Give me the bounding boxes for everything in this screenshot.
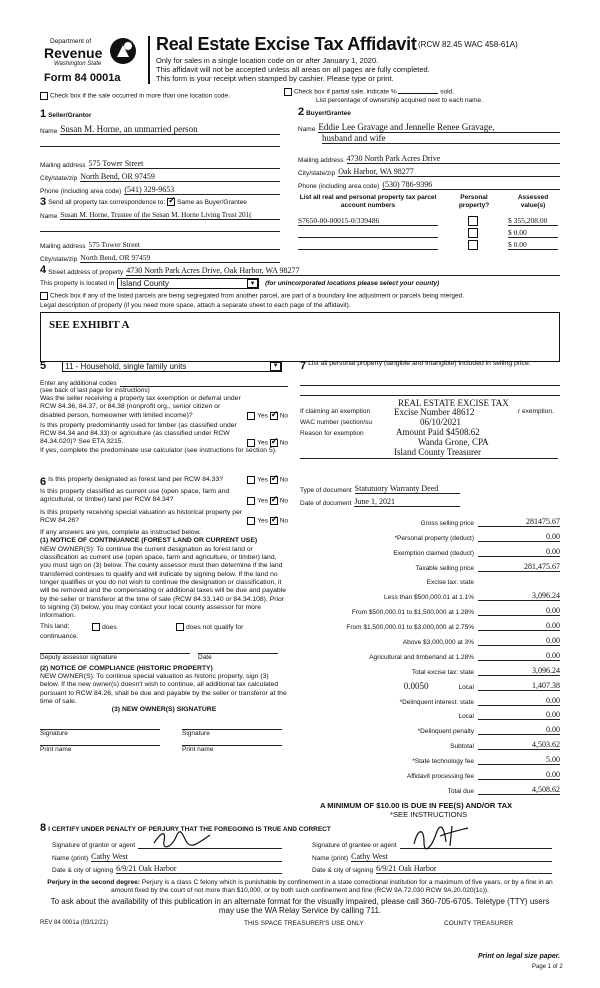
county-select[interactable]: Island County ▼ <box>117 278 259 289</box>
header-divider <box>148 36 150 84</box>
stamp-line-6: Island County Treasurer <box>394 447 481 457</box>
mail-label: Mailing address <box>40 162 86 169</box>
checkbox-icon[interactable] <box>468 240 478 250</box>
section-number: 3 <box>40 196 47 208</box>
calc-value[interactable]: 5.00 <box>478 755 560 765</box>
calc-label: *Delinquent interest: state <box>399 698 474 706</box>
checkbox-icon[interactable] <box>468 216 478 226</box>
calc-value[interactable]: 1,407.38 <box>478 681 560 691</box>
section-1-seller <box>40 108 280 195</box>
historic-question: Is this property receiving special valuation as historical property per RCW 84.26? <box>40 508 243 524</box>
legal-desc-value: SEE EXHIBIT A <box>49 319 130 331</box>
calc-value[interactable]: 3,096.24 <box>478 666 560 676</box>
parcel-number-field[interactable] <box>298 228 438 238</box>
calc-label: Total due <box>447 787 474 795</box>
calc-label: From $1,500,000.01 to $3,000,000 at 2.75% <box>346 624 474 632</box>
calc-value[interactable]: 0.00 <box>478 532 560 542</box>
stamp-line-2: Excise Number 48612 <box>394 407 475 417</box>
parcel-number-field[interactable] <box>298 240 438 250</box>
col-personal-header: Personal property? <box>458 194 490 209</box>
calc-value[interactable]: 0.00 <box>478 725 560 735</box>
this-land-label: This land: <box>40 623 70 631</box>
calc-label: Exemption claimed (deduct) <box>393 549 474 557</box>
calc-label: *State technology fee <box>412 758 474 766</box>
phone-label: Phone (including area code) <box>298 183 380 190</box>
calc-row <box>300 572 560 587</box>
doc-date-field[interactable]: June 1, 2021 <box>354 497 460 507</box>
assessed-value-field[interactable]: $ 0.00 <box>508 240 558 250</box>
parcel-number-field[interactable]: S7650-00-00015-0/339486 <box>298 216 438 226</box>
grantor-date-row[interactable]: Date & city of signing 6/9/21 Oak Harbor <box>52 864 282 874</box>
county-treasurer: COUNTY TREASURER <box>444 920 514 927</box>
add-codes-label: Enter any additional codes <box>40 380 117 387</box>
doc-type-field[interactable]: Statutuory Warranty Deed <box>355 484 460 494</box>
legal-desc-box[interactable] <box>40 312 560 362</box>
notice-1-title: (1) NOTICE OF CONTINUANCE (FOREST LAND OR CURRENT USE) <box>40 537 258 545</box>
calc-label: *Delinquent penalty <box>417 728 474 736</box>
deputy-label: Deputy assessor signature <box>40 653 117 661</box>
stamp-line-3: 06/10/2021 <box>420 417 462 427</box>
wac-label: WAC number (section/su <box>300 419 373 426</box>
checkbox-icon[interactable] <box>247 412 255 420</box>
grantee-signature-icon <box>410 824 470 850</box>
if-yes-note: If any answers are yes, complete as instructed below. <box>40 529 201 537</box>
checkbox-checked-icon[interactable] <box>270 476 278 484</box>
calc-label: Gross selling price <box>420 519 474 527</box>
grantee-name-field[interactable]: Cathy West <box>351 852 552 862</box>
exemption-question: Was the seller receiving a property tax exemption or deferral under RCW 84.36, 84.37, or 84.38 (nonprofit org., senior citizen or disabled person, homeowner with limited income)? <box>40 395 241 419</box>
assessed-value-field[interactable]: $ 0.00 <box>508 228 558 238</box>
checkbox-icon[interactable] <box>247 476 255 484</box>
calc-value[interactable]: 4,503.62 <box>478 740 560 750</box>
current-use-question: Is this property classified as current use (open space, farm and agricultural, or timber) land per RCW 84.34? <box>40 488 230 504</box>
name-label: Name <box>40 213 58 220</box>
exemption-tail: r exemption. <box>518 408 554 415</box>
revenue-wordmark: Revenue <box>44 45 103 61</box>
section-number: 8 <box>40 822 47 834</box>
treasurer-use-only: THIS SPACE TREASURER'S USE ONLY <box>244 920 364 927</box>
checkbox-icon[interactable] <box>284 88 292 96</box>
calc-label: Total excise tax: state <box>411 668 474 676</box>
mail-label: Mailing address <box>298 157 344 164</box>
calc-row <box>300 586 560 601</box>
calc-row <box>300 691 560 706</box>
calc-label: Local <box>458 683 474 691</box>
calc-label: Agricultural and timberland at 1.28% <box>369 653 474 661</box>
calc-label: Excise tax: state <box>426 579 474 587</box>
checkbox-icon[interactable] <box>176 623 184 631</box>
rcw-ref: (RCW 82.45 WAC 458-61A) <box>418 40 518 49</box>
col-assessed-header: Assessed value(s) <box>517 194 549 209</box>
does-not-option[interactable]: does not qualify for <box>176 623 243 632</box>
calc-row <box>300 557 560 572</box>
timber-question: Is this property predominantly used for timber (as classified under RCW 84.34 and 84.33) or agriculture (as classified under RCW 84.34.020)? See ETA 3215. <box>40 421 237 446</box>
parcel-row <box>298 227 560 238</box>
stamp-line-4: Amount Paid $4508.62 <box>396 427 480 437</box>
personal-property-option[interactable] <box>446 228 502 238</box>
calc-value[interactable]: 4,508.62 <box>478 785 560 795</box>
grantor-signature-row[interactable]: Signature of grantor or agent <box>52 838 282 849</box>
name-label: Name <box>298 126 316 133</box>
buyer-mail-field[interactable]: 4730 North Park Acres Drive <box>347 154 560 164</box>
accessibility-notice: To ask about the availability of this publication in an alternate format for the visually impaired, please call 360-705-6705. Teletype (TTY) users may use the WA Relay Service by calling 711. <box>50 897 550 915</box>
section-7-personal-property <box>300 360 560 396</box>
page-number: Page 1 of 2 <box>532 964 563 970</box>
county-note: (for unincorporated locations please select your county) <box>265 280 440 287</box>
checkbox-icon[interactable] <box>40 292 48 300</box>
buyer-name-field-2[interactable]: husband and wife <box>322 133 560 144</box>
buyer-city-field[interactable]: Oak Harbor, WA 98277 <box>338 167 560 177</box>
section-3-correspondence <box>40 196 280 263</box>
calc-row <box>300 616 560 631</box>
calc-row <box>300 720 560 735</box>
stamp-line-1: REAL ESTATE EXCISE TAX <box>398 398 509 408</box>
calc-row <box>300 646 560 661</box>
checkbox-checked-icon[interactable] <box>270 439 278 447</box>
calc-label: Less than $500,000.01 at 1.1% <box>384 594 474 602</box>
exemption-label: If claiming an exemption <box>300 408 371 415</box>
phone-label: Phone (including area code) <box>40 188 122 195</box>
page-title: Real Estate Excise Tax Affidavit <box>156 34 417 54</box>
street-address-field[interactable]: 4730 North Park Acres Drive, Oak Harbor, WA 98277 <box>126 266 560 276</box>
subtitle-2: This affidavit will not be accepted unless all areas on all pages are fully completed. <box>156 65 430 74</box>
legal-desc-label: Legal description of property (if you need more space, attach a separate sheet to each page of the affidavit). <box>40 302 351 309</box>
calc-value[interactable]: 281,475.67 <box>478 562 560 572</box>
buyer-phone-field[interactable]: (530) 786-9396 <box>382 180 560 190</box>
subtitle-1: Only for sales in a single location code on or after January 1, 2020. <box>156 56 379 65</box>
q-historic-yes-no[interactable]: Yes ✓ No <box>247 517 288 525</box>
tax-calculation <box>300 512 560 795</box>
document-info <box>300 484 460 507</box>
city-label: City/state/zip <box>298 170 336 177</box>
form-number: Form 84 0001a <box>44 72 121 84</box>
parcel-row <box>298 215 560 226</box>
section-number: 1 <box>40 108 47 120</box>
grantor-name-field[interactable]: Cathy West <box>91 852 282 862</box>
seller-phone-field[interactable]: (541) 329-9653 <box>124 185 280 195</box>
section-label: Buyer/Grantee <box>306 110 351 117</box>
calc-row <box>300 631 560 646</box>
calc-label: Above $3,000,000 at 3% <box>402 639 474 647</box>
doc-type-label: Type of document <box>300 487 352 494</box>
section-4-property <box>40 264 560 362</box>
seller-mail-field[interactable]: 575 Tower Street <box>89 159 280 169</box>
calc-label: *Personal property (deduct) <box>394 534 474 542</box>
checkbox-icon[interactable] <box>40 92 48 100</box>
calc-value[interactable]: 281475.67 <box>478 517 560 527</box>
section-number: 2 <box>298 106 305 118</box>
add-codes-field[interactable] <box>120 380 288 387</box>
calc-row <box>300 542 560 557</box>
section-label: Send all property tax correspondence to: <box>48 198 166 206</box>
chevron-down-icon[interactable]: ▼ <box>247 279 258 288</box>
same-as-buyer-label: Same as Buyer/Grantee <box>177 198 247 206</box>
reason-label: Reason for exemption <box>300 430 364 437</box>
land-use-select[interactable]: 11 - Household, single family units ▼ <box>62 361 282 372</box>
legal-size-note: Print on legal size paper. <box>478 953 561 960</box>
q-current-use-yes-no[interactable]: Yes ✓ No <box>247 497 288 505</box>
same-as-buyer-checkbox[interactable] <box>167 198 175 206</box>
see-instructions: *SEE INSTRUCTIONS <box>390 810 468 819</box>
predominate-use-note: If yes, complete the predominate use calculator (see instructions for section 5). <box>40 446 277 454</box>
forest-question: Is this property designated as forest land per RCW 84.33? <box>48 476 224 483</box>
calc-row <box>300 750 560 765</box>
grantor-name-row[interactable]: Name (print) Cathy West <box>52 852 282 862</box>
section-number: 4 <box>40 264 47 276</box>
section-number: 7 <box>300 360 307 372</box>
grantor-date-field[interactable]: 6/9/21 Oak Harbor <box>116 864 282 874</box>
personal-property-option[interactable] <box>446 216 502 226</box>
chevron-down-icon[interactable]: ▼ <box>270 362 281 371</box>
local-rate: 0.0050 <box>403 680 429 691</box>
q2-yes-no[interactable]: Yes ✓ No <box>247 439 288 447</box>
city-label: City/state/zip <box>40 175 78 182</box>
mail-label: Mailing address <box>40 243 86 250</box>
corr-name-field[interactable]: Susan M. Horne, Trustee of the Susan M. Horne Living Trust 201( <box>60 211 280 220</box>
checkbox-checked-icon[interactable] <box>270 412 278 420</box>
calc-row <box>300 780 560 795</box>
calc-row <box>300 706 560 721</box>
calc-row <box>300 661 560 676</box>
calc-row <box>300 512 560 527</box>
calc-row <box>300 527 560 542</box>
calc-value[interactable]: 0.00 <box>478 710 560 720</box>
city-label: City/state/zip <box>40 256 78 263</box>
section-2-buyer <box>298 106 560 190</box>
certify-text: I CERTIFY UNDER PENALTY OF PERJURY THAT THE FOREGOING IS TRUE AND CORRECT <box>48 826 331 833</box>
continuance-label: continuance. <box>40 632 79 640</box>
checkbox-icon[interactable] <box>247 439 255 447</box>
calc-label: From $500,000.01 to $1,500,000 at 1.28% <box>351 609 474 617</box>
multi-location-check[interactable]: Check box if the sale occurred in more than one location code. <box>40 92 230 100</box>
checkbox-icon[interactable] <box>92 623 100 631</box>
calc-row <box>300 676 560 691</box>
grantee-signature-row[interactable]: Signature of grantee or agent <box>312 838 552 849</box>
calc-value[interactable]: 0.00 <box>478 696 560 706</box>
q-forest-yes-no[interactable]: Yes ✓ No <box>247 476 288 484</box>
col-parcel-header: List all real and personal property tax parcel account numbers <box>299 194 437 209</box>
doc-date-label: Date of document <box>300 500 352 507</box>
parcel-rows <box>298 215 560 250</box>
revenue-logo-icon <box>108 36 138 66</box>
calc-label: Taxable selling price <box>415 564 474 572</box>
calc-label: Local <box>458 713 474 721</box>
grantee-date-row[interactable]: Date & city of signing 6/9/21 Oak Harbor <box>312 864 552 874</box>
calc-value[interactable]: 0.00 <box>478 636 560 646</box>
calc-value[interactable]: 0.00 <box>478 547 560 557</box>
calc-value[interactable]: 3,096.24 <box>478 591 560 601</box>
perjury-notice: Perjury in the second degree: Perjury is a class C felony which is punishable by confinement in a state correctional institution for a maximum of five years, or by a fine in an amount fixed by the court of not more than $10,000, or by both such confinement and fine (RCW 9A.72.030 RCW 9A.20.020(1c)). <box>47 879 553 894</box>
section-5-landuse <box>40 360 288 455</box>
notice-1-body: NEW OWNER(S): To continue the current designation as forest land or classification as current use (open space, farm and agriculture, or timber) land, you must sign on (3) below. The county assessor must then determine if the land transferred continues to qualify and will indicate by signing below. If the land no longer qualifies or you do not wish to continue the designation or classification, it will be removed and the compensating or additional taxes will be due and payable by the seller or transferor at the time of sale (RCW 84.33.140 or 84.34.108). Prior to signing (3) below, you may contact your local county assessor for more information. <box>40 545 286 620</box>
see-back-note: (see back of last page for instructions) <box>40 387 150 394</box>
checkbox-checked-icon[interactable] <box>270 497 278 505</box>
calc-value[interactable]: 0.00 <box>478 606 560 616</box>
section-number: 5 <box>40 360 47 372</box>
calc-row <box>300 735 560 750</box>
personal-prop-label: List all personal property (tangible and intangible) included in selling price. <box>308 360 531 367</box>
section-label: Seller/Grantor <box>48 112 92 119</box>
grantor-signature-icon <box>152 829 212 849</box>
partial-sale-check[interactable]: Check box if partial sale, indicate % sold. <box>284 88 454 96</box>
section-8-certify <box>40 822 560 834</box>
calc-label: Subtotal <box>450 743 474 751</box>
located-label: This property is located in <box>40 280 115 287</box>
checkbox-checked-icon[interactable] <box>270 517 278 525</box>
form-revision: REV 84 0001a (03/12/21) <box>40 920 109 926</box>
notice-2-body: NEW OWNER(S): To continue special valuation as historic property, sign (3) below. If the new owner(s) doesn't wish to continue, all additional tax calculated pursuant to RCW 84.26, shall be due and payable by the seller or transferor at the time of sale. <box>40 673 287 706</box>
parcel-row <box>298 239 560 250</box>
calc-value[interactable]: 0.00 <box>478 651 560 661</box>
seller-name-field[interactable]: Susan M. Horne, an unmarried person <box>60 124 280 135</box>
notice-3-title: (3) NEW OWNER(S) SIGNATURE <box>111 706 217 714</box>
minimum-note: A MINIMUM OF $10.00 IS DUE IN FEE(S) AND/OR TAX <box>320 801 513 810</box>
checkbox-icon[interactable] <box>468 228 478 238</box>
assessed-value-field[interactable]: $ 355,208.00 <box>508 216 558 226</box>
street-label: Street address of property <box>48 269 124 276</box>
calc-label: Affidavit processing fee <box>406 773 474 781</box>
corr-mail-field[interactable]: 575 Tower Street <box>89 240 280 250</box>
buyer-name-field[interactable]: Eddie Lee Gravage and Jennelle Renee Gravage, <box>318 122 560 133</box>
parcel-table <box>298 194 560 251</box>
checkbox-icon[interactable] <box>247 497 255 505</box>
grantee-date-field[interactable]: 6/9/21 Oak Harbor <box>376 864 552 874</box>
stamp-line-5: Wanda Grone, CPA <box>418 437 489 447</box>
grantee-name-row[interactable]: Name (print) Cathy West <box>312 852 552 862</box>
calc-value[interactable]: 0.00 <box>478 621 560 631</box>
calc-value[interactable]: 0.00 <box>478 770 560 780</box>
seller-city-field[interactable]: North Bend, OR 97459 <box>80 172 280 182</box>
name-label: Name <box>40 128 58 135</box>
section-6-forestland: 6 Is this property designated as forest land per RCW 84.33? Yes ✓ No Is this property classified as current use (open space, farm and agricultural, or timber) land per RCW 84.34? Yes ✓ No Is this property receiving special valuation as historical property per RCW 84.26? Yes ✓ No If any answers are yes, complete as instructed below. (1) NOTICE OF CONTINUANCE (FOREST LAND OR CURRENT USE) NEW OWNER(S): To continue the current designation as forest land or classification as current use (open space, farm and agriculture, or timber) land, you must sign on (3) below. The county assessor must then determine if the land transferred continues to qualify and will indicate by signing below. If the land no longer qualifies or you do not wish to continue the designation or classification, it will be removed and the compensating or additional taxes will be due and payable by the seller or transferor at the time of sale (RCW 84.33.140 or 84.34.108). Prior to signing (3) below, you may contact your local county assessor for more information. This land: does does not qualify for continuance. Deputy assessor signature Date (2) NOTICE OF COMPLIANCE (HISTORIC PROPERTY) NEW OWNER(S): To continue special valuation as historic property, sign (3) below. If the new owner(s) doesn't wish to continue, all additional tax calculated pursuant to RCW 84.26, shall be due and payable by the seller or transferor at the time of sale. (3) NEW OWNER(S) SIGNATURE Signature Signature Print name Print name <box>40 476 288 753</box>
calc-row <box>300 765 560 780</box>
calc-row <box>300 601 560 616</box>
date-label: Date <box>198 653 212 661</box>
boundary-check[interactable]: Check box if any of the listed parcels are being segregated from another parcel, are part of a boundary line adjustment or parcels being merged. <box>40 292 560 300</box>
corr-city-field[interactable]: North Bend, OR 97459 <box>80 253 280 263</box>
checkbox-icon[interactable] <box>247 517 255 525</box>
q1-yes-no[interactable]: Yes ✓ No <box>247 412 288 420</box>
does-option[interactable]: does <box>92 623 176 632</box>
notice-2-title: (2) NOTICE OF COMPLIANCE (HISTORIC PROPERTY) <box>40 664 213 672</box>
washington-state: Washington State <box>54 61 102 67</box>
personal-property-option[interactable] <box>446 240 502 250</box>
dept-of: Department of <box>50 38 92 45</box>
section-number: 6 <box>40 476 47 488</box>
subtitle-3: This form is your receipt when stamped by cashier. Please type or print. <box>156 74 394 83</box>
partial-sale-note: List percentage of ownership acquired next to each name. <box>316 97 483 104</box>
